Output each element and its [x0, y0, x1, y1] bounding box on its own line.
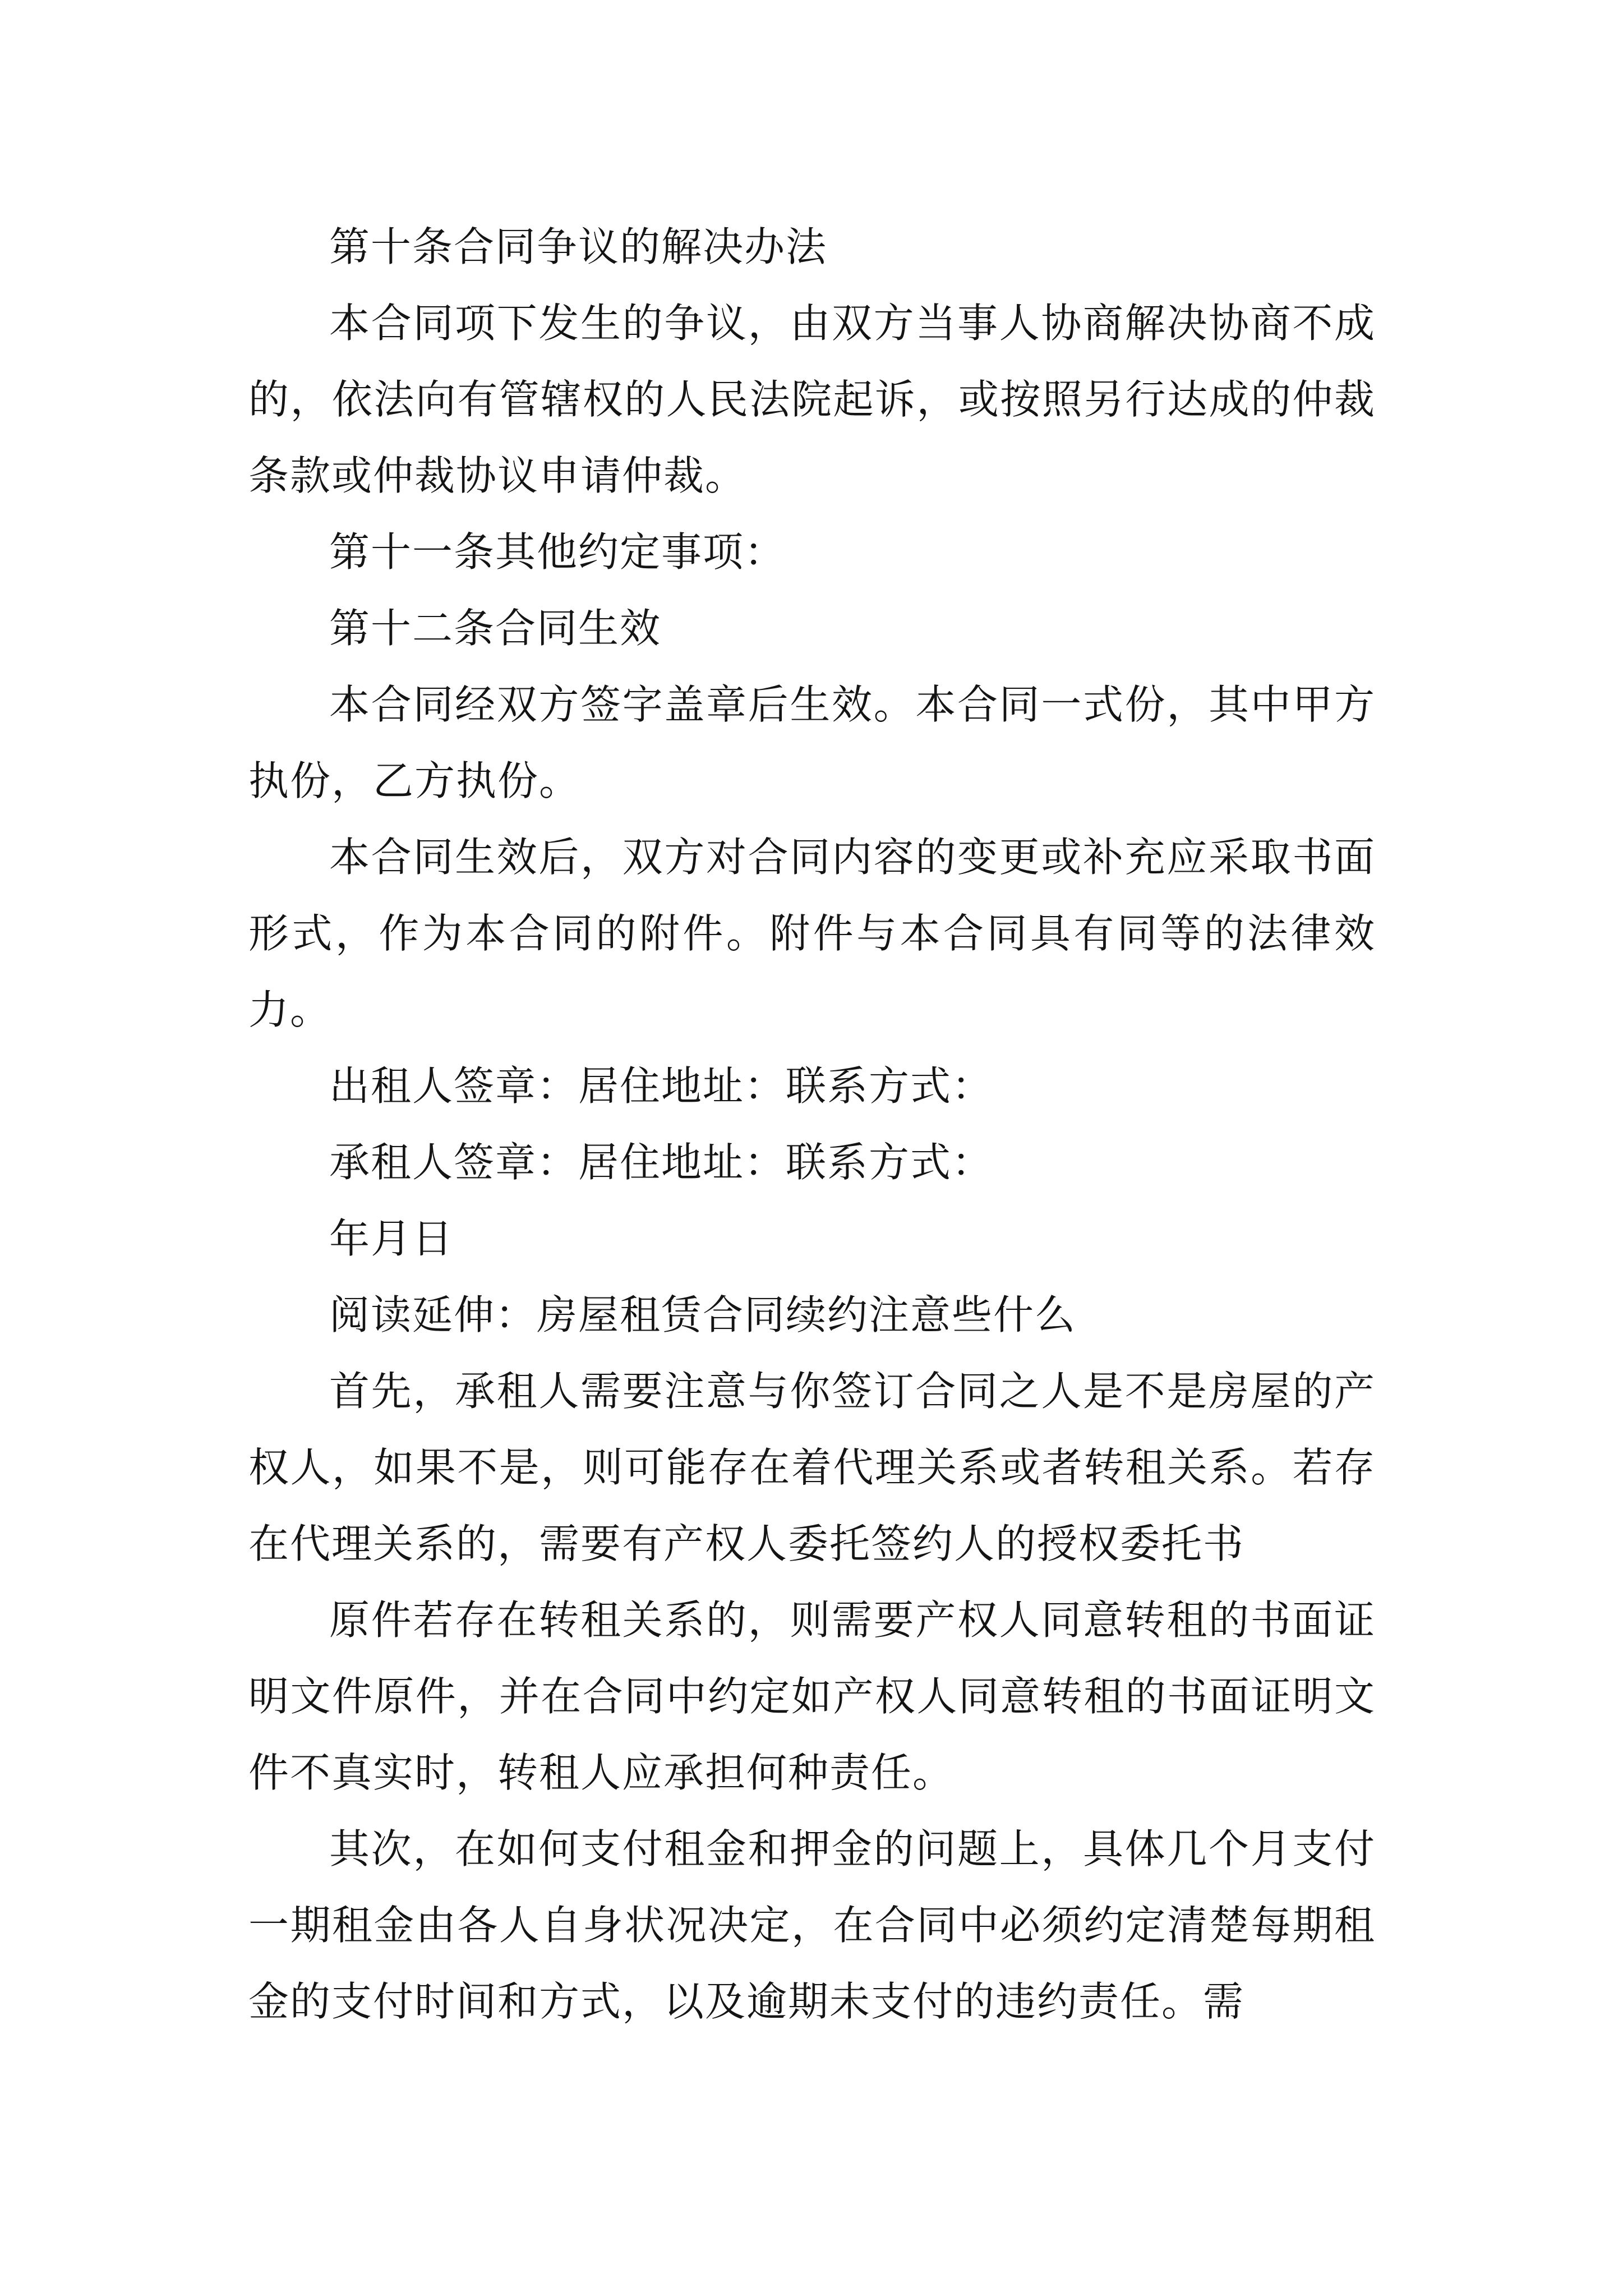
- heading-article-10: 第十条合同争议的解决办法: [329, 223, 828, 270]
- paragraph-dispute-resolution: 本合同项下发生的争议，由双方当事人协商解决协商不成的，依法向有管辖权的人民法院起诉，或按照另行达成的仲裁条款或仲裁协议申请仲裁。: [248, 300, 1376, 499]
- paragraph-second-point: 其次，在如何支付租金和押金的问题上，具体几个月支付一期租金由各人自身状况决定，在合同中必须约定清楚每期租金的支付时间和方式，以及逾期未支付的违约责任。需: [248, 1825, 1376, 2025]
- paragraph-contract-effect: 本合同经双方签字盖章后生效。本合同一式份，其中甲方执份，乙方执份。: [248, 681, 1376, 804]
- heading-article-11: 第十一条其他约定事项：: [329, 528, 786, 576]
- signature-lessee: 承租人签章：居住地址：联系方式：: [329, 1139, 994, 1186]
- paragraph-sublease-proof: 原件若存在转租关系的，则需要产权人同意转租的书面证明文件原件，并在合同中约定如产权人同意转租的书面证明文件不真实时，转租人应承担何种责任。: [248, 1596, 1376, 1796]
- signature-lessor: 出租人签章：居住地址：联系方式：: [329, 1062, 994, 1110]
- document-body: [248, 209, 1376, 2040]
- paragraph-amendments: 本合同生效后，双方对合同内容的变更或补充应采取书面形式，作为本合同的附件。附件与本合同具有同等的法律效力。: [248, 834, 1376, 1033]
- paragraph-first-point: 首先，承租人需要注意与你签订合同之人是不是房屋的产权人，如果不是，则可能存在着代理关系或者转租关系。若存在代理关系的，需要有产权人委托签约人的授权委托书: [248, 1368, 1376, 1567]
- signature-date: 年月日: [329, 1215, 454, 1262]
- heading-article-12: 第十二条合同生效: [329, 605, 662, 652]
- heading-further-reading: 阅读延伸：房屋租赁合同续约注意些什么: [329, 1291, 1077, 1338]
